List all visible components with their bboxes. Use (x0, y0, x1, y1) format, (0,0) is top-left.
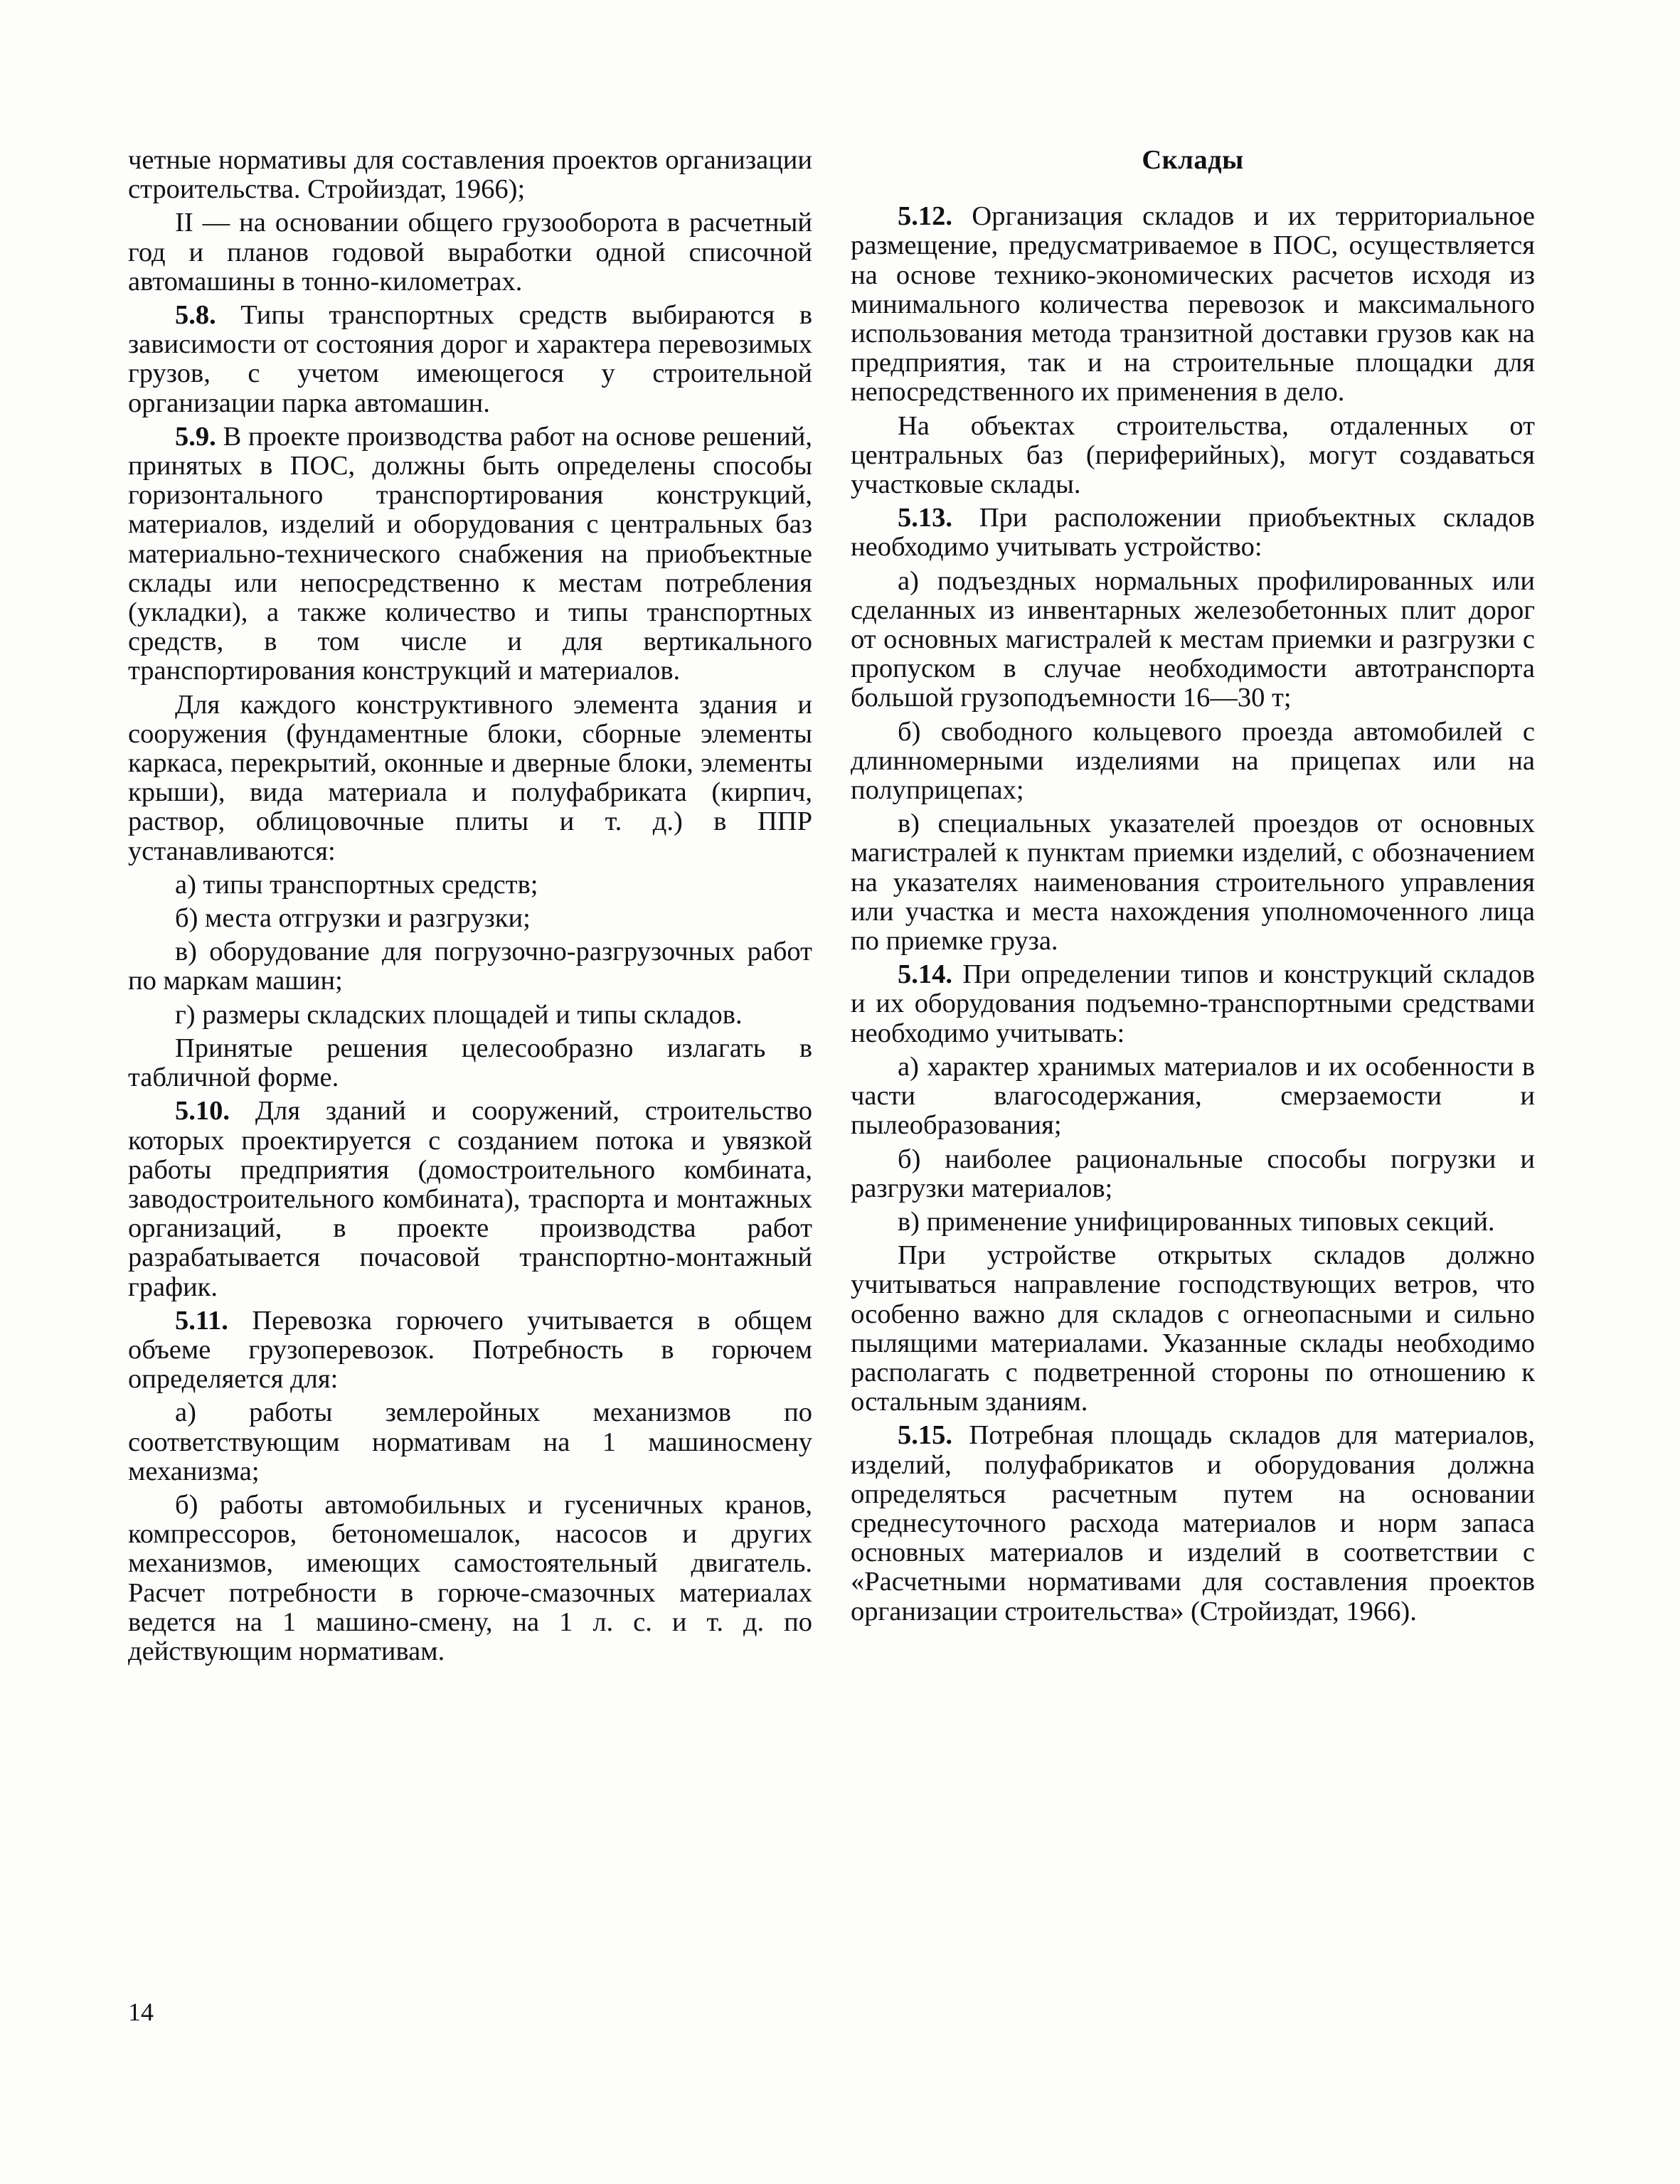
paragraph-text: Организация складов и их территориальное размещение, предусматриваемое в ПОС, осуществляется на основе технико-экономических расчетов исходя из минимального количества перевозок и максимального использования метода транзитной доставки грузов как на предприятия, так и на строительные площадки для непосредственного их применения в дело. (851, 201, 1535, 407)
paragraph-text: а) работы землеройных механизмов по соответствующим нормативам на 1 машиносмену механизма; (128, 1397, 812, 1486)
paragraph (128, 937, 812, 996)
section-number: 5.13. (898, 503, 952, 533)
paragraph (851, 718, 1535, 806)
section-heading: Склады (1142, 145, 1244, 175)
paragraph-text: Принятые решения целесообразно излагать в табличной форме. (128, 1033, 812, 1093)
paragraph (128, 208, 812, 297)
paragraph-text: При определении типов и конструкций складов и их оборудования подъемно-транспортными средствами необходимо учитывать: (851, 959, 1535, 1048)
paragraph-text: а) типы транспортных средств; (175, 869, 538, 900)
paragraph (128, 1306, 812, 1395)
paragraph (128, 422, 812, 686)
paragraph (851, 202, 1535, 407)
paragraph (851, 1208, 1535, 1237)
paragraph (851, 809, 1535, 956)
section-number: 5.9. (175, 421, 216, 452)
paragraph-text: На объектах строительства, отдаленных от центральных баз (периферийных), могут создаваться участковые склады. (851, 410, 1535, 500)
paragraph-text: При устройстве открытых складов должно учитываться направление господствующих ветров, что особенно важно для складов с огнеопасными и сильно пылящими материалами. Указанные склады необходимо располагать с подветренной стороны по отношению к остальным зданиям. (851, 1240, 1535, 1417)
left-column (128, 146, 812, 1671)
section-number: 5.8. (175, 300, 216, 331)
section-number: 5.11. (175, 1305, 228, 1336)
right-column (851, 146, 1535, 1631)
paragraph (128, 146, 812, 204)
paragraph-text: б) работы автомобильных и гусеничных кранов, компрессоров, бетономешалок, насосов и других механизмов, имеющих самостоятельный двигатель. Расчет потребности в горюче-смазочных материалах ведется на 1 машино-смену, на 1 л. с. и т. д. по действующим нормативам. (128, 1489, 812, 1666)
paragraph-text: г) размеры складских площадей и типы складов. (175, 999, 743, 1030)
paragraph (128, 1001, 812, 1030)
paragraph (128, 870, 812, 900)
paragraph-text: б) свободного кольцевого проезда автомобилей с длинномерными изделиями на прицепах или на полуприцепах; (851, 716, 1535, 806)
paragraph (851, 1241, 1535, 1417)
paragraph (128, 1097, 812, 1301)
paragraph (851, 504, 1535, 562)
paragraph-text: Потребная площадь складов для материалов, изделий, полуфабрикатов и оборудования должна определяться расчетным путем на основании среднесуточного расхода материалов и норм запаса основных материалов и изделий в соответствии с «Расчетными нормативами для составления проектов организации строительства» (Стройиздат, 1966). (851, 1420, 1536, 1626)
section-number: 5.12. (898, 201, 952, 232)
paragraph (851, 960, 1535, 1048)
paragraph-text: В проекте производства работ на основе решений, принятых в ПОС, должны быть определены способы горизонтального транспортирования конструкций, материалов, изделий и оборудования с центральных баз материально-технического снабжения на приобъектные склады или непосредственно к местам потребления (укладки), а также количество и типы транспортных средств, в том числе и для вертикального транспортирования конструкций и материалов. (128, 421, 812, 686)
paragraph-text: Типы транспортных средств выбираются в зависимости от состояния дорог и характера перевозимых грузов, с учетом имеющегося у строительной организации парка автомашин. (128, 300, 812, 418)
paragraph (128, 1034, 812, 1092)
page-number: 14 (128, 1998, 154, 2026)
paragraph (128, 1398, 812, 1486)
paragraph-text: Перевозка горючего учитывается в общем объеме грузоперевозок. Потребность в горючем определяется для: (128, 1305, 813, 1395)
paragraph (851, 1053, 1535, 1141)
paragraph (128, 691, 812, 866)
paragraph (851, 1145, 1535, 1203)
section-number: 5.15. (898, 1420, 952, 1451)
paragraph-text: в) применение унифицированных типовых секций. (898, 1206, 1495, 1237)
paragraph-text: а) характер хранимых материалов и их особенности в части влагосодержания, смерзаемости и пылеобразования; (851, 1051, 1535, 1141)
section-number: 5.10. (175, 1096, 230, 1126)
paragraph-text: Для каждого конструктивного элемента здания и сооружения (фундаментные блоки, сборные элементы каркаса, перекрытий, оконные и дверные блоки, элементы крыши), вида материала и полуфабриката (кирпич, раствор, облицовочные плиты и т. д.) в ППР устанавливаются: (128, 689, 812, 866)
paragraph-text: четные нормативы для составления проектов организации строительства. Стройиздат, 1966); (128, 145, 812, 205)
paragraph-text: а) подъездных нормальных профилированных или сделанных из инвентарных железобетонных плит дорог от основных магистралей к местам приемки и разгрузки с пропуском в случае необходимости автотранспорта большой грузоподъемности 16—30 т; (851, 565, 1535, 713)
paragraph-text: При расположении приобъектных складов необходимо учитывать устройство: (851, 503, 1535, 563)
paragraph-text: б) места отгрузки и разгрузки; (175, 903, 531, 934)
paragraph (128, 301, 812, 418)
paragraph-text: в) оборудование для погрузочно-разгрузочных работ по маркам машин; (128, 937, 812, 996)
paragraph (128, 904, 812, 933)
paragraph-text: II — на основании общего грузооборота в расчетный год и планов годовой выработки одной списочной автомашины в тонно-километрах. (128, 208, 812, 297)
paragraph-text: Для зданий и сооружений, строительство которых проектируется с созданием потока и увязкой работы предприятия (домостроительного комбината, заводостроительного комбината), траспорта и монтажных организаций, в проекте производства работ разрабатывается почасовой транспортно-монтажный график. (128, 1096, 812, 1302)
paragraph (851, 1421, 1535, 1626)
paragraph-text: в) специальных указателей проездов от основных магистралей к пунктам приемки изделий, с обозначением на указателях наименования строительного управления или участка и места нахождения уполномоченного лица по приемке груза. (851, 809, 1535, 957)
section-number: 5.14. (898, 959, 952, 990)
paragraph (128, 1491, 812, 1666)
paragraph-text: б) наиболее рациональные способы погрузки и разгрузки материалов; (851, 1144, 1535, 1203)
paragraph (851, 412, 1535, 500)
paragraph (851, 567, 1535, 713)
